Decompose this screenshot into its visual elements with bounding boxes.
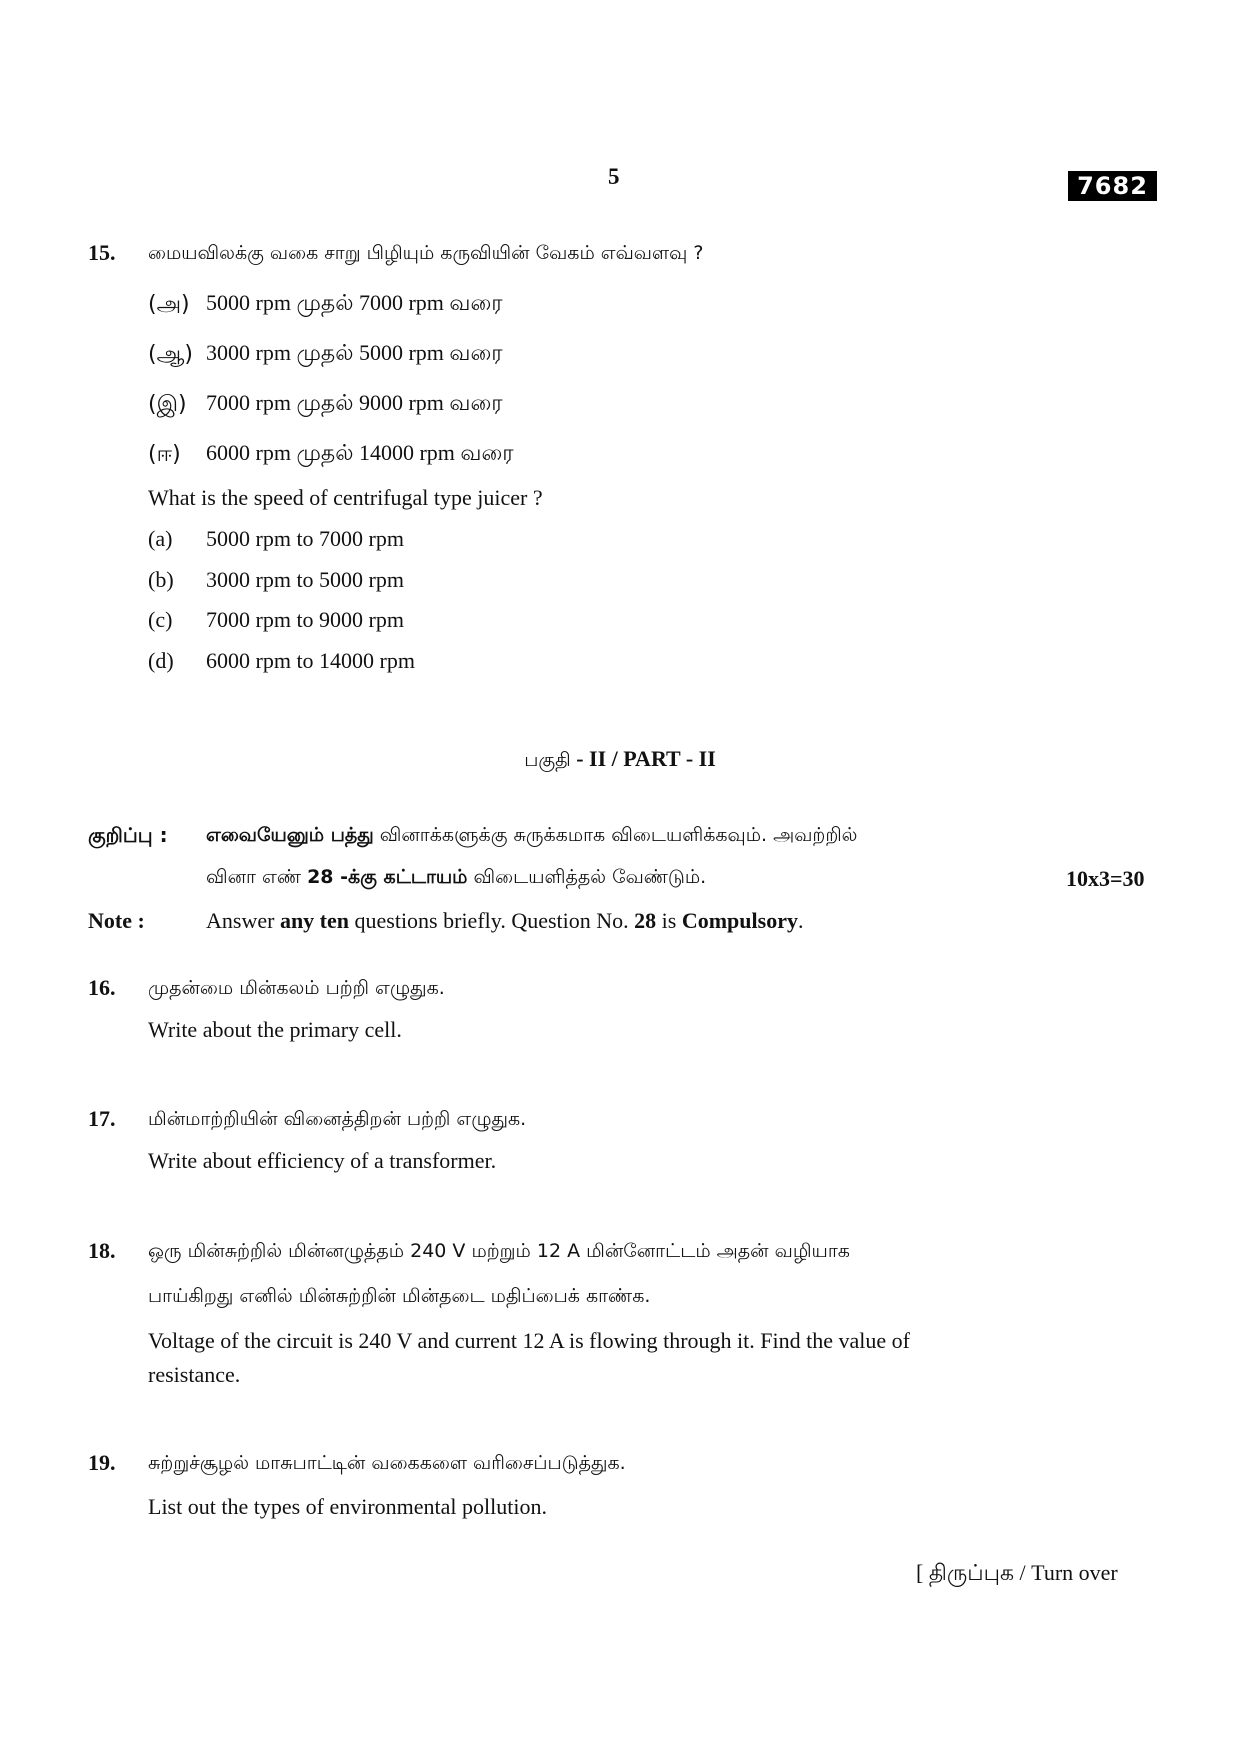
note-en-emphasis: Compulsory xyxy=(681,908,798,933)
note-en-part: . xyxy=(797,908,804,933)
note-label-en: Note : xyxy=(88,908,145,933)
option-label-en: (d) xyxy=(148,648,174,673)
question-text-en: Voltage of the circuit is 240 V and current 12 A is flowing through it. Find the value of xyxy=(148,1328,910,1353)
question-number: 18. xyxy=(88,1238,116,1263)
option-label-en: (a) xyxy=(148,526,173,551)
question-text-ta: பாய்கிறது எனில் மின்சுற்றின் மின்தடை மதிப்பைக் காண்க. xyxy=(148,1285,651,1307)
note-ta-text: விடையளித்தல் வேண்டும். xyxy=(473,866,707,888)
option-text-en: 6000 rpm to 14000 rpm xyxy=(206,648,415,673)
question-text-en: What is the speed of centrifugal type juicer ? xyxy=(148,485,543,510)
note-en-emphasis: 28 xyxy=(634,908,657,933)
option-text-ta: 3000 rpm முதல் 5000 rpm வரை xyxy=(206,340,503,365)
option-text-en: 7000 rpm to 9000 rpm xyxy=(206,607,404,632)
option-label-ta: (ஆ) xyxy=(148,342,193,367)
note-ta-text: வினாக்களுக்கு சுருக்கமாக விடையளிக்கவும். அவற்றில் xyxy=(379,824,858,846)
part-heading xyxy=(0,746,1240,774)
part-heading-ta: பகுதி xyxy=(524,749,571,771)
note-ta-line2 xyxy=(206,866,706,891)
question-text-ta: முதன்மை மின்கலம் பற்றி எழுதுக. xyxy=(148,977,445,999)
note-en-part: is xyxy=(661,908,677,933)
note-en-part: questions briefly. Question No. xyxy=(354,908,629,933)
question-text-ta: மையவிலக்கு வகை சாறு பிழியும் கருவியின் வேகம் எவ்வளவு ? xyxy=(148,242,704,264)
turn-over-note: [ திருப்புக / Turn over xyxy=(916,1560,1118,1585)
question-text-ta: சுற்றுச்சூழல் மாசுபாட்டின் வகைகளை வரிசைப்படுத்துக. xyxy=(148,1452,626,1474)
note-ta-line1 xyxy=(206,824,857,849)
part-heading-en: - II / PART - II xyxy=(576,746,716,771)
option-text-ta: 7000 rpm முதல் 9000 rpm வரை xyxy=(206,390,503,415)
question-text-ta: மின்மாற்றியின் வினைத்திறன் பற்றி எழுதுக. xyxy=(148,1108,527,1130)
question-number: 16. xyxy=(88,975,116,1000)
question-number: 15. xyxy=(88,240,116,265)
note-label-ta: குறிப்பு : xyxy=(88,823,168,847)
question-text-en: Write about the primary cell. xyxy=(148,1017,402,1042)
option-text-ta: 6000 rpm முதல் 14000 rpm வரை xyxy=(206,440,514,465)
note-ta-emphasis: 28 -க்கு கட்டாயம் xyxy=(307,866,468,888)
page-number: 5 xyxy=(608,164,620,189)
option-text-en: 3000 rpm to 5000 rpm xyxy=(206,567,404,592)
note-en-part: Answer xyxy=(206,908,275,933)
question-text-ta: ஒரு மின்சுற்றில் மின்னழுத்தம் 240 V மற்றும் 12 A மின்னோட்டம் அதன் வழியாக xyxy=(148,1240,850,1262)
question-number: 17. xyxy=(88,1106,116,1131)
option-text-en: 5000 rpm to 7000 rpm xyxy=(206,526,404,551)
marks-allocation: 10x3=30 xyxy=(1066,866,1145,891)
option-text-ta: 5000 rpm முதல் 7000 rpm வரை xyxy=(206,290,503,315)
note-en-emphasis: any ten xyxy=(279,908,349,933)
option-label-en: (b) xyxy=(148,567,174,592)
option-label-ta: (ஈ) xyxy=(148,442,181,467)
option-label-ta: (அ) xyxy=(148,292,190,317)
paper-code-badge: 7682 xyxy=(1068,171,1157,201)
option-label-ta: (இ) xyxy=(148,392,187,417)
question-number: 19. xyxy=(88,1450,116,1475)
question-text-en: Write about efficiency of a transformer. xyxy=(148,1148,497,1173)
question-text-en: resistance. xyxy=(148,1362,241,1387)
question-text-en: List out the types of environmental pollution. xyxy=(148,1494,547,1519)
option-label-en: (c) xyxy=(148,607,173,632)
note-en-text xyxy=(206,908,803,934)
note-ta-emphasis: எவையேனும் பத்து xyxy=(206,824,374,846)
note-ta-text: வினா எண் xyxy=(206,866,302,888)
